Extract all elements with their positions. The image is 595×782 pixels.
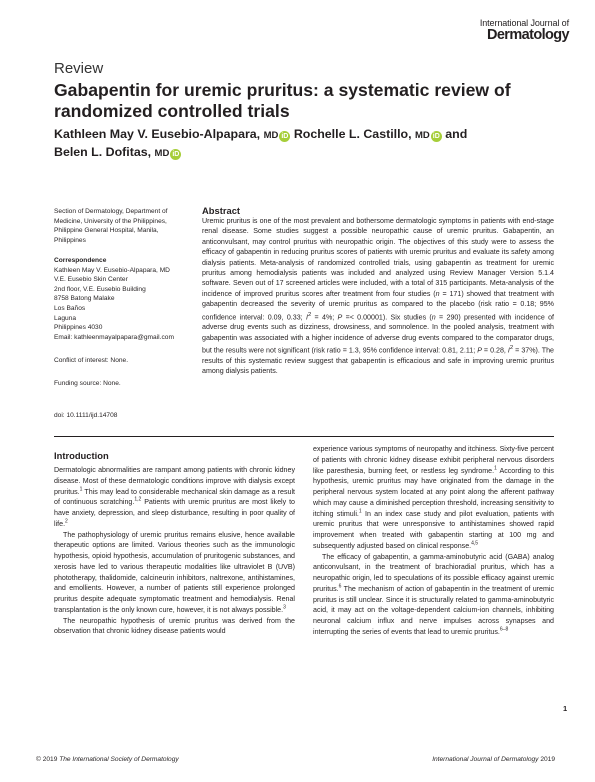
conflict-statement: Conflict of interest: None.	[54, 357, 129, 364]
abstract-text: Uremic pruritus is one of the most prevalent and bothersome dermatologic symptoms in patients with end-stage renal disease. Some studies suggest a possible neuropathic cause of uremic pruritus. Gabapentin, an anticonvulsant, may control pruritus with neuropathic origin. The objectives of this study were to assess the efficacy of gabapentin in reducing pruritus scores of patients with uremic pruritus and evaluate its safety among dialysis patients. Meta-analysis of randomized controlled trials, using gabapentin as treatment for uremic pruritus among hemodialysis patients was included and analyzed using Review Manager Version 5.1.4 software. Seven out of 17 screened articles were included, with a total of 315 participants. Meta-analysis of the incidence of improved pruritus scores after treatment from four studies (	[202, 217, 554, 298]
citation-ref[interactable]: 1	[494, 465, 497, 472]
footer-journal	[432, 756, 555, 763]
correspondence-line: Philippines 4030	[54, 324, 103, 332]
abstract-text: = 0.28,	[481, 346, 508, 355]
abstract-text: = 4%;	[311, 313, 338, 322]
footer-text: International Journal of Dermatology	[432, 756, 539, 763]
citation-ref[interactable]: 3	[283, 604, 286, 611]
paragraph	[54, 465, 295, 530]
section-label: Review	[54, 60, 104, 77]
citation-ref[interactable]: 1	[358, 508, 362, 515]
paragraph-text: The neuropathic hypothesis of uremic pruritus was derived from the observation that chronic kidney disease patients would	[54, 616, 295, 636]
paragraph	[54, 616, 295, 638]
orcid-icon[interactable]: iD	[432, 133, 440, 140]
author-2: Rochelle L. Castillo,	[293, 127, 412, 141]
affiliation-line: Section of Dermatology, Department of	[54, 208, 168, 215]
abstract-text: = 37%). The results of this systematic review suggest that gabapentin is efficacious and safe in improving uremic pruritus among dialysis patients.	[202, 346, 554, 376]
paragraph-text: In an index case study and pilot evaluation, patients with uremic pruritus that were unresponsive to antihistamines showed rapid improvement when treated with gabapentin starting at 100 mg and subsequently adjusted based on clinical response.	[313, 509, 554, 550]
footer-copyright	[36, 756, 179, 763]
orcid-icon[interactable]: iD	[281, 133, 289, 140]
abstract-symbol: n	[431, 313, 436, 322]
abstract-text: =< 0.00001). Six studies (	[342, 313, 432, 322]
footer-text: The International Society of Dermatology	[59, 756, 179, 763]
footer-text: 2019	[538, 756, 555, 763]
affiliation-line: Philippine General Hospital, Manila,	[54, 227, 159, 235]
body-column-right	[313, 444, 554, 638]
correspondence-line: Los Baños	[54, 304, 86, 312]
paragraph-text: The mechanism of action of gabapentin in the treatment of uremic pruritus is still unclear. Since it is structurally related to gamma-aminobutyric acid, it may act on the voltage-dependent calcium-ion channels, inhibiting neuronal calcium influx and nerve impulses across synapses and interrupting the series of events that lead to uremic pruritus.	[313, 584, 554, 636]
footer-text: © 2019	[36, 756, 60, 763]
correspondence-line: Laguna	[54, 314, 77, 322]
abstract-superscript: 2	[509, 345, 514, 352]
journal-name-line2: Dermatology	[486, 27, 569, 43]
article-title: Gabapentin for uremic pruritus: a systematic review of randomized controlled trials	[54, 80, 511, 121]
introduction-heading: Introduction	[54, 450, 109, 461]
journal-name-line1: International Journal of	[479, 18, 569, 28]
journal-brand	[449, 18, 569, 42]
abstract-symbol: P	[477, 346, 482, 355]
correspondence-line: 8758 Batong Malake	[54, 295, 115, 303]
paragraph-text: Dermatologic abnormalities are rampant among patients with chronic kidney disease. Most of these dermatologic conditions improve with dialysis except pruritus.	[54, 466, 295, 496]
author-2-degree: MD	[415, 130, 430, 141]
abstract-symbol: n	[435, 289, 440, 298]
citation-ref[interactable]: 4,5	[471, 540, 479, 547]
abstract-symbol: P	[337, 313, 343, 322]
paragraph-text: experience various symptoms of neuropathy and itchiness. Sixty-five percent of patients with chronic kidney disease exhibit peripheral nervous disorders like paresthesia, burning feet, or restless leg syndrome.	[313, 445, 554, 475]
paragraph-text: Patients with uremic pruritus are most likely to have anxiety, depression, and sleep disturbance, resulting in poor quality of life.	[54, 498, 295, 528]
correspondence-heading: Correspondence	[54, 257, 107, 264]
paragraph-text: According to this hypothesis, uremic pruritus may have originated from the damage in the peripheral nervous system located at any point along the afferent pathway which may cause a diminished perception threshold, increasing sensitivity to itching stimuli.	[313, 466, 554, 518]
abstract-text: = 290) presented with incidence of adverse drug events such as dizziness, drowsiness, and somnolence. In the pooled analysis, treatment with gabapentin was associated with a higher incidence of adverse drug events compared to the comparator drugs, but the results were not significant (risk ratio = 1.3, 95% confidence interval: 0.81, 2.11;	[202, 313, 555, 355]
correspondence-line: Kathleen May V. Eusebio-Alpapara, MD	[54, 266, 170, 274]
citation-ref[interactable]: 1,2	[134, 496, 142, 503]
paragraph-text: The pathophysiology of uremic pruritus remains elusive, hence available therapeutic options are limited. Various theories such as the immunologic hypothesis, opioid hypothesis, accumulation of pruritogenic substances, and xerosis have led to various therapeutic modalities like ultraviolet B (UVB) phototherapy, thalidomide, calcineurin inhibitors, naltrexone, antihistamines, and emollients. However, a number of patients still experience prolonged pruritus despite adequate symptomatic treatment and hemodialysis. Renal transplantation is the only known cure, however, it is not always possible.	[54, 530, 295, 614]
abstract-heading: Abstract	[202, 205, 241, 216]
paragraph	[54, 530, 295, 616]
abstract-symbol: I	[507, 346, 510, 355]
abstract-symbol: I	[305, 313, 308, 322]
author-3: Belen L. Dofitas,	[54, 145, 152, 159]
citation-ref[interactable]: 6–8	[499, 626, 509, 633]
abstract-body	[202, 216, 554, 377]
author-list	[54, 126, 554, 162]
orcid-icon[interactable]: iD	[172, 151, 180, 158]
correspondence-line: 2nd floor, V.E. Eusebio Building	[54, 285, 146, 293]
author-1: Kathleen May V. Eusebio-Alpapara,	[54, 127, 261, 141]
correspondence	[54, 256, 189, 342]
citation-ref[interactable]: 2	[65, 518, 68, 525]
funding-statement: Funding source: None.	[54, 380, 121, 387]
paragraph-text: This may lead to considerable mechanical skin damage as a result of continuous scratching.	[54, 487, 295, 507]
author-conjunction: and	[445, 127, 468, 141]
citation-ref[interactable]: 6	[338, 583, 342, 590]
paragraph	[313, 444, 554, 552]
affiliation-line: Medicine, University of the Philippines,	[54, 217, 167, 225]
paragraph-text: The efficacy of gabapentin, a gamma-aminobutyric acid (GABA) analog anticonvulsant, in the treatment of brachioradial pruritus, which has a neuropathic origin, led to speculations of its possible efficacy against uremic pruritus.	[313, 552, 554, 593]
body-column-left	[54, 465, 295, 637]
doi-link[interactable]: doi: 10.1111/ijd.14708	[54, 412, 118, 419]
page-number: 1	[563, 704, 568, 713]
paragraph	[313, 552, 554, 638]
correspondence-email[interactable]: Email: kathleenmayalpapara@gmail.com	[54, 333, 174, 341]
author-1-degree: MD	[263, 130, 279, 141]
correspondence-line: V.E. Eusebio Skin Center	[54, 276, 128, 284]
section-divider	[54, 436, 554, 437]
abstract-superscript: 2	[307, 311, 312, 318]
affiliation	[54, 207, 189, 245]
abstract-text: = 171) showed that treatment with gabapentin decreased the severity of uremic pruritus as compared to the placebo (risk ratio = 0.18; 95% confidence interval: 0.09, 0.33;	[202, 289, 554, 322]
author-3-degree: MD	[154, 148, 170, 159]
citation-ref[interactable]: 1	[79, 486, 83, 493]
affiliation-line: Philippines	[54, 236, 86, 244]
